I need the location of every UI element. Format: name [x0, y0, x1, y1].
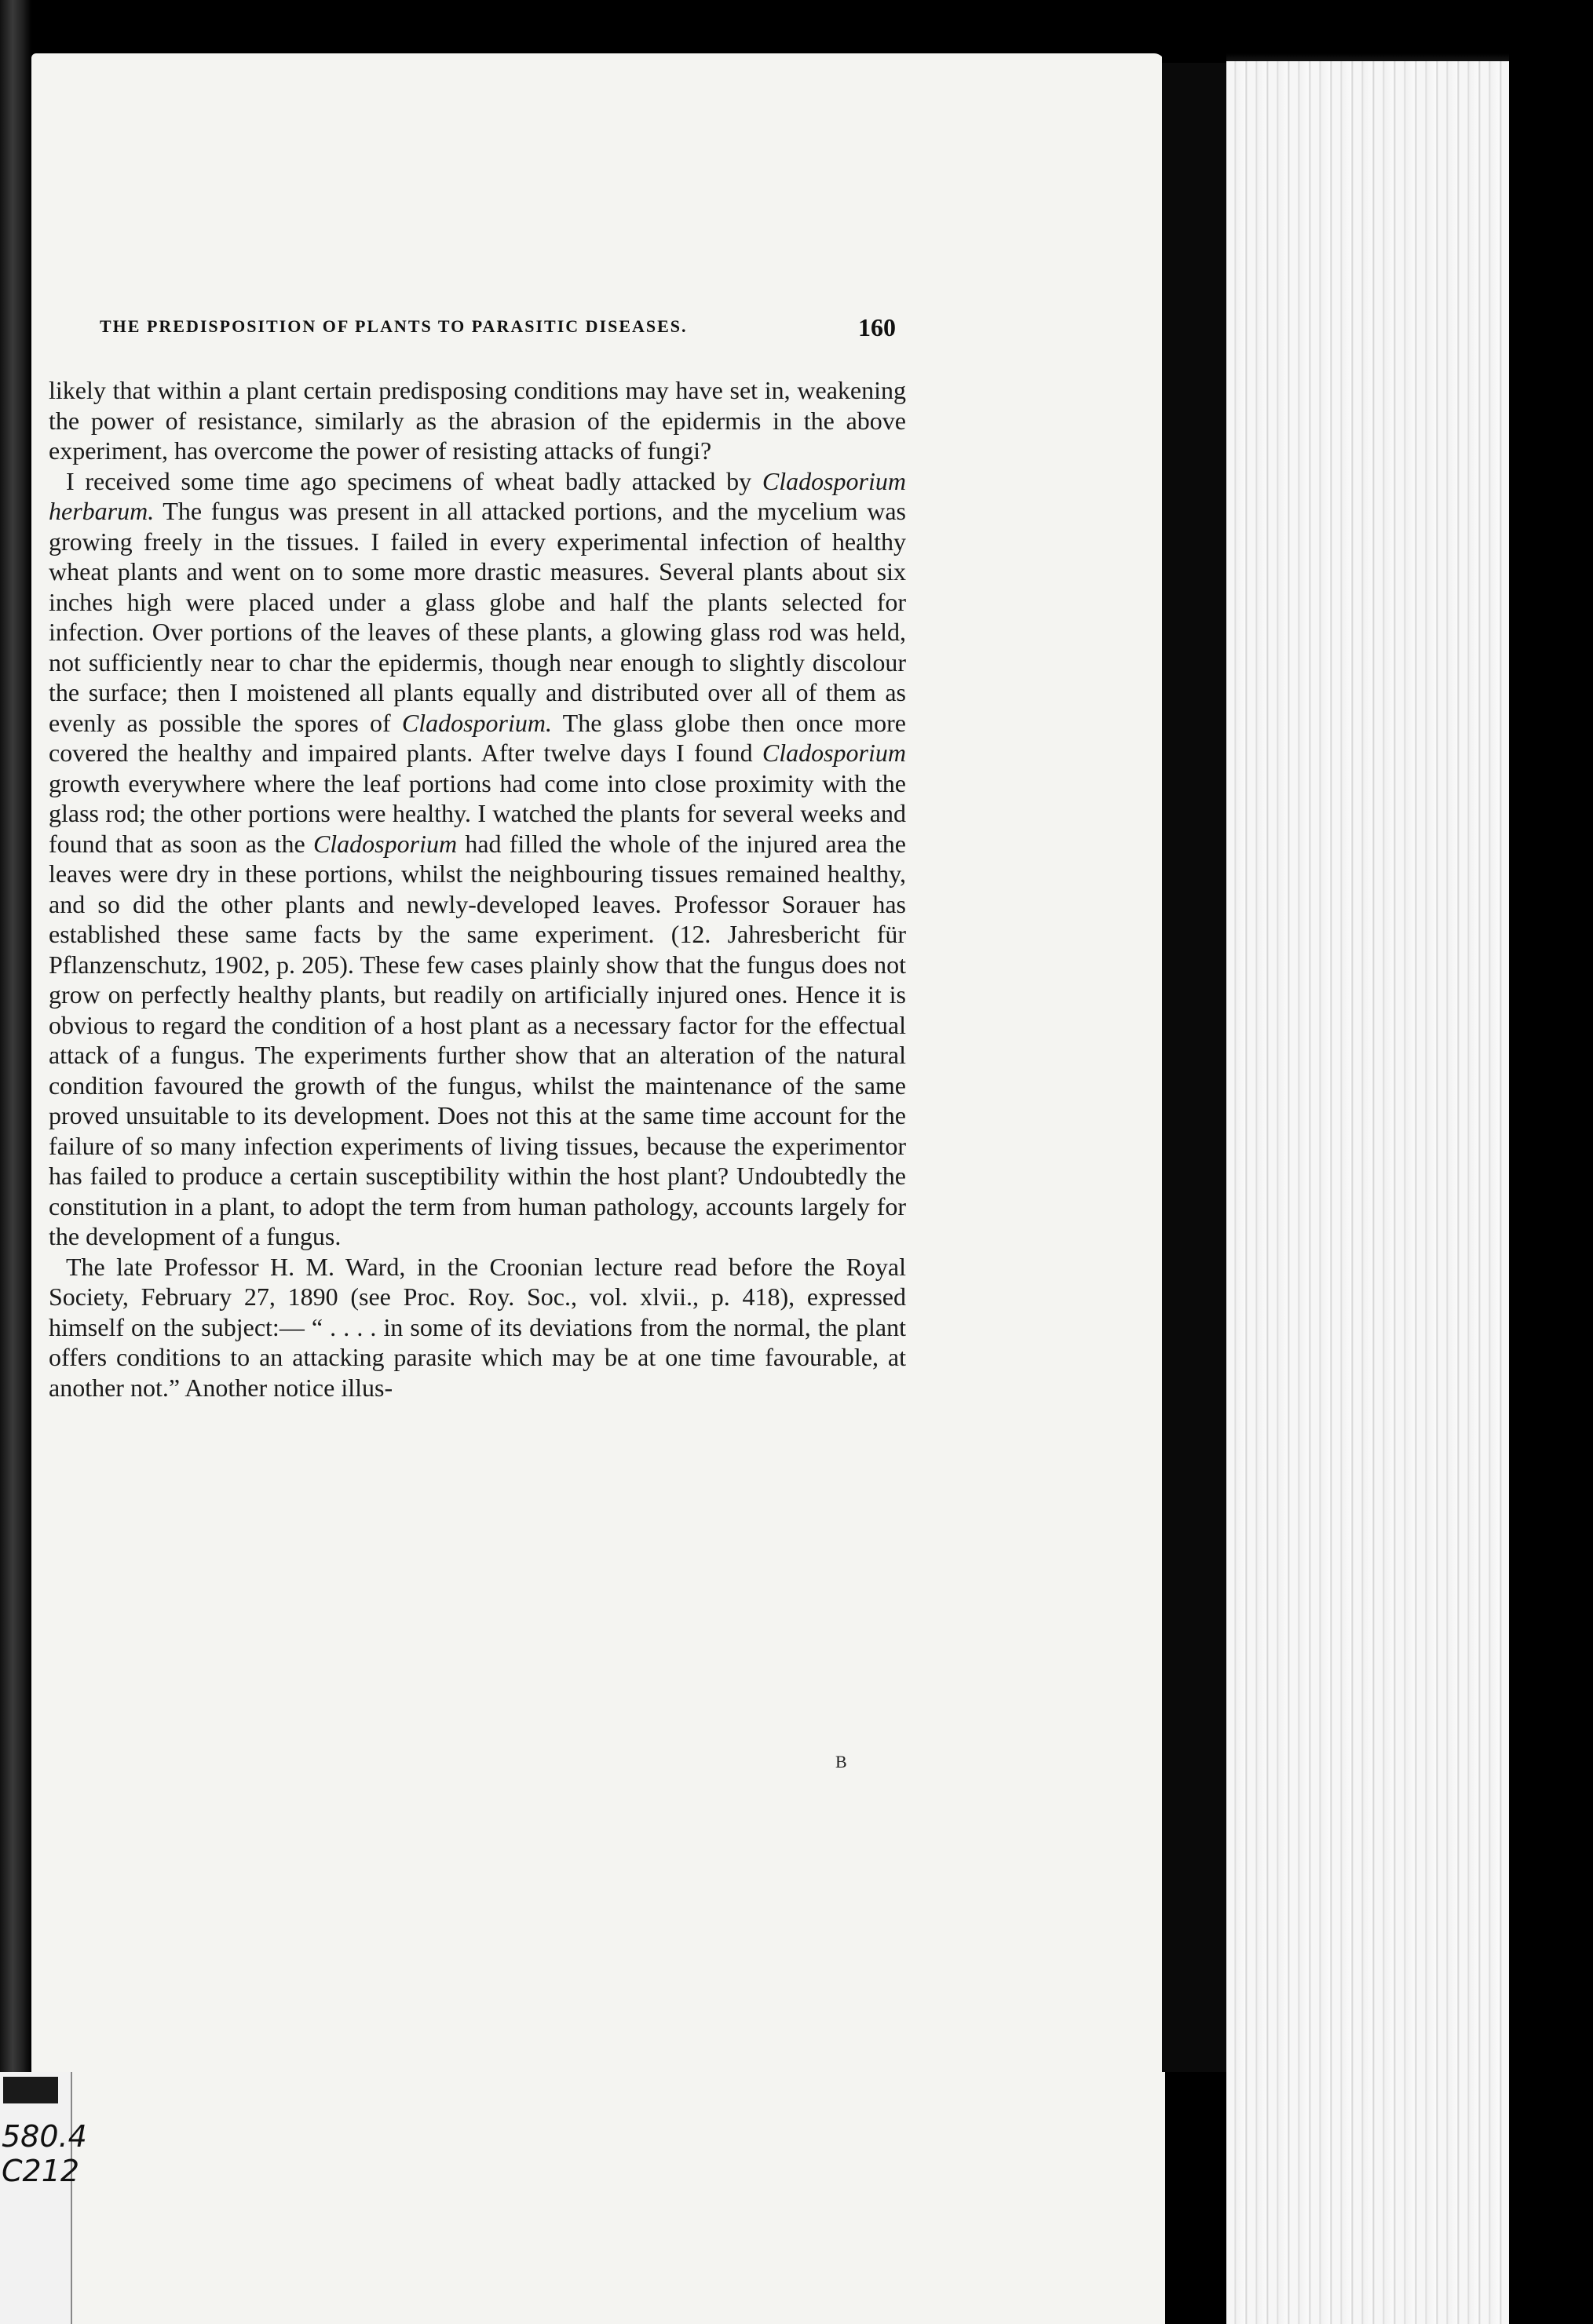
text-run: likely that within a plant certain predisposing conditions may have set in, weakening the power of resistance, similarly as the abrasion of the epidermis in the above experiment, has overcome the power of resisting attacks of fungi?: [49, 376, 906, 465]
italic-text: Cladosporium: [312, 829, 458, 858]
text-run: The glass globe then once more covered the healthy and impaired plants. After twelve days I found: [49, 708, 907, 767]
paragraph: [49, 466, 906, 1252]
text-run: had filled the whole of the injured area the leaves were dry in these portions, whilst the neighbouring tissues remained healthy, and so did the other plants and newly-developed leaves. Professor Sorauer has established these same facts by the same experiment. (12. Jahresbericht für Pflanzenschutz, 1902, p. 205). These few cases plainly show that the fungus does not grow on perfectly healthy plants, but readily on artificially injured ones. Hence it is obvious to regard the condition of a host plant as a necessary factor for the effectual attack of a fungus. The experiments further show that an alteration of the natural condition favoured the growth of the fungus, whilst the maintenance of the same proved unsuitable to its development. Does not this at the same time account for the failure of so many infection experiments of living tissues, because the experimentor has failed to produce a certain susceptibility within the host plant? Undoubtedly the constitution in a plant, to adopt the term from human pathology, accounts largely for the development of a fungus.: [49, 829, 907, 1250]
book-spine-gutter: [1162, 63, 1226, 2072]
text-run: The late Professor H. M. Ward, in the Croonian lecture read before the Royal Society, February 27, 1890 (see Proc. Roy. Soc., vol. xlvii., p. 418), expressed himself on the subject:— “ . . . . in some of its deviations from the normal, the plant offers conditions to an attacking parasite which may be at one time favourable, at another not.” Another notice illus-: [49, 1252, 906, 1402]
italic-text: Cladosporium: [762, 739, 906, 767]
page-number: 160: [858, 313, 896, 341]
shelf-label-stamp: [3, 2077, 58, 2103]
right-scan-margin: [1509, 0, 1593, 2324]
text-run: growth everywhere where the leaf portions had come into close proximity with the glass rod; the other portions were healthy. I watched the plants for several weeks and found that as soon as the: [49, 768, 906, 858]
italic-text: Cladosporium.: [401, 708, 552, 737]
text-run: The fungus was present in all attacked portions, and the mycelium was growing freely in the tissues. I failed in every experimental infection of healthy wheat plants and went on to some more drastic measures. Several plants about six inches high were placed under a glass globe and half the plants selected for infection. Over portions of the leaves of these plants, a glowing glass rod was held, not sufficiently near to char the epidermis, though near enough to slightly discolour the surface; then I moistened all plants equally and distributed over all of them as evenly as possible the spores of: [49, 497, 906, 737]
shelf-mark: 580.4 C212: [2, 2119, 87, 2188]
left-scan-margin: [0, 0, 31, 2324]
text-run: I received some time ago specimens of wheat badly attacked by: [66, 466, 762, 495]
paragraph: [49, 1252, 906, 1403]
running-head: THE PREDISPOSITION OF PLANTS TO PARASITIC DISEASES.: [100, 316, 688, 336]
library-shelf-label: [0, 2072, 87, 2324]
signature-mark: B: [835, 1752, 847, 1771]
body-text: [49, 375, 906, 1403]
page-stack-edges: [1226, 61, 1509, 2324]
italic-text: Cladosporium herbarum.: [49, 466, 906, 525]
paragraph: [49, 375, 906, 466]
